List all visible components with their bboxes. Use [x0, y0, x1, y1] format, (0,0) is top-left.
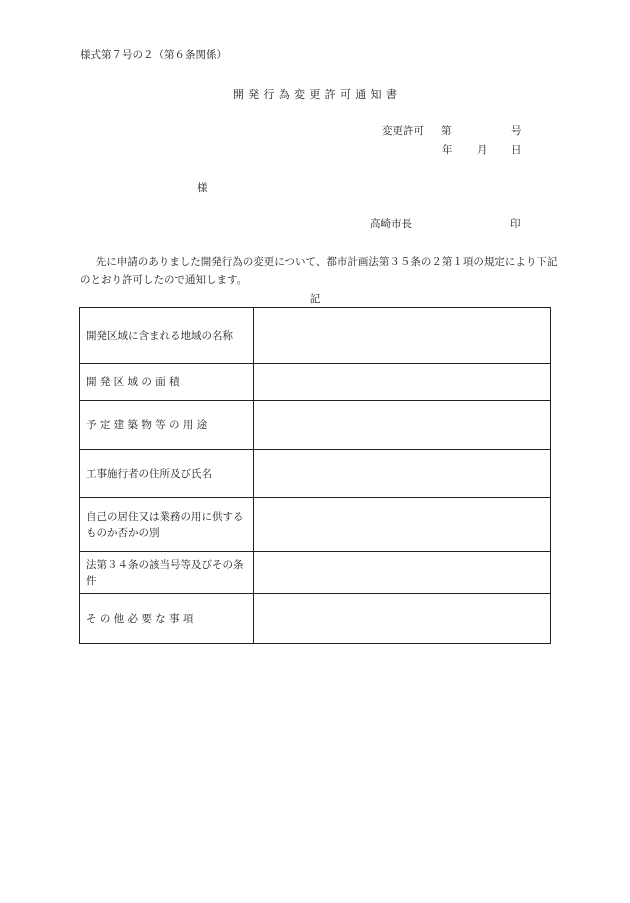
- row-value: [254, 552, 551, 594]
- row-value: [254, 594, 551, 644]
- date-month-label: 月: [477, 144, 488, 156]
- row-label: 予 定 建 築 物 等 の 用 途: [80, 401, 254, 450]
- items-table: [79, 307, 551, 644]
- table-row: [80, 450, 551, 498]
- row-label: 工事施行者の住所及び氏名: [80, 450, 254, 498]
- table-row: [80, 498, 551, 552]
- row-value: [254, 450, 551, 498]
- row-label: 自己の居住又は業務の用に供するものか否かの別: [80, 498, 254, 552]
- table-row: [80, 552, 551, 594]
- row-value: [254, 498, 551, 552]
- table-row: [80, 308, 551, 364]
- row-label: 開発区域に含まれる地域の名称: [80, 308, 254, 364]
- table-row: [80, 594, 551, 644]
- seal-mark: 印: [510, 218, 521, 230]
- form-number: 様式第７号の２（第６条関係）: [80, 49, 227, 61]
- row-value: [254, 401, 551, 450]
- permit-number-prefix: 第: [441, 125, 452, 137]
- table-row: [80, 401, 551, 450]
- recipient-honorific: 様: [197, 182, 208, 194]
- date-day-label: 日: [511, 144, 522, 156]
- body-text: 先に申請のありました開発行為の変更について、都市計画法第３５条の２第１項の規定により下記のとおり許可したので通知します。: [80, 256, 558, 286]
- row-label: 開 発 区 域 の 面 積: [80, 364, 254, 401]
- permit-label: 変更許可: [382, 125, 424, 137]
- row-value: [254, 364, 551, 401]
- row-label: 法第３４条の該当号等及びその条件: [80, 552, 254, 594]
- date-year-label: 年: [442, 144, 453, 156]
- row-label: そ の 他 必 要 な 事 項: [80, 594, 254, 644]
- document-title: 開発行為変更許可通知書: [232, 88, 402, 101]
- record-label: 記: [309, 293, 321, 305]
- issuer-name: 高崎市長: [370, 218, 412, 230]
- row-value: [254, 308, 551, 364]
- permit-number-suffix: 号: [511, 125, 522, 137]
- table-row: [80, 364, 551, 401]
